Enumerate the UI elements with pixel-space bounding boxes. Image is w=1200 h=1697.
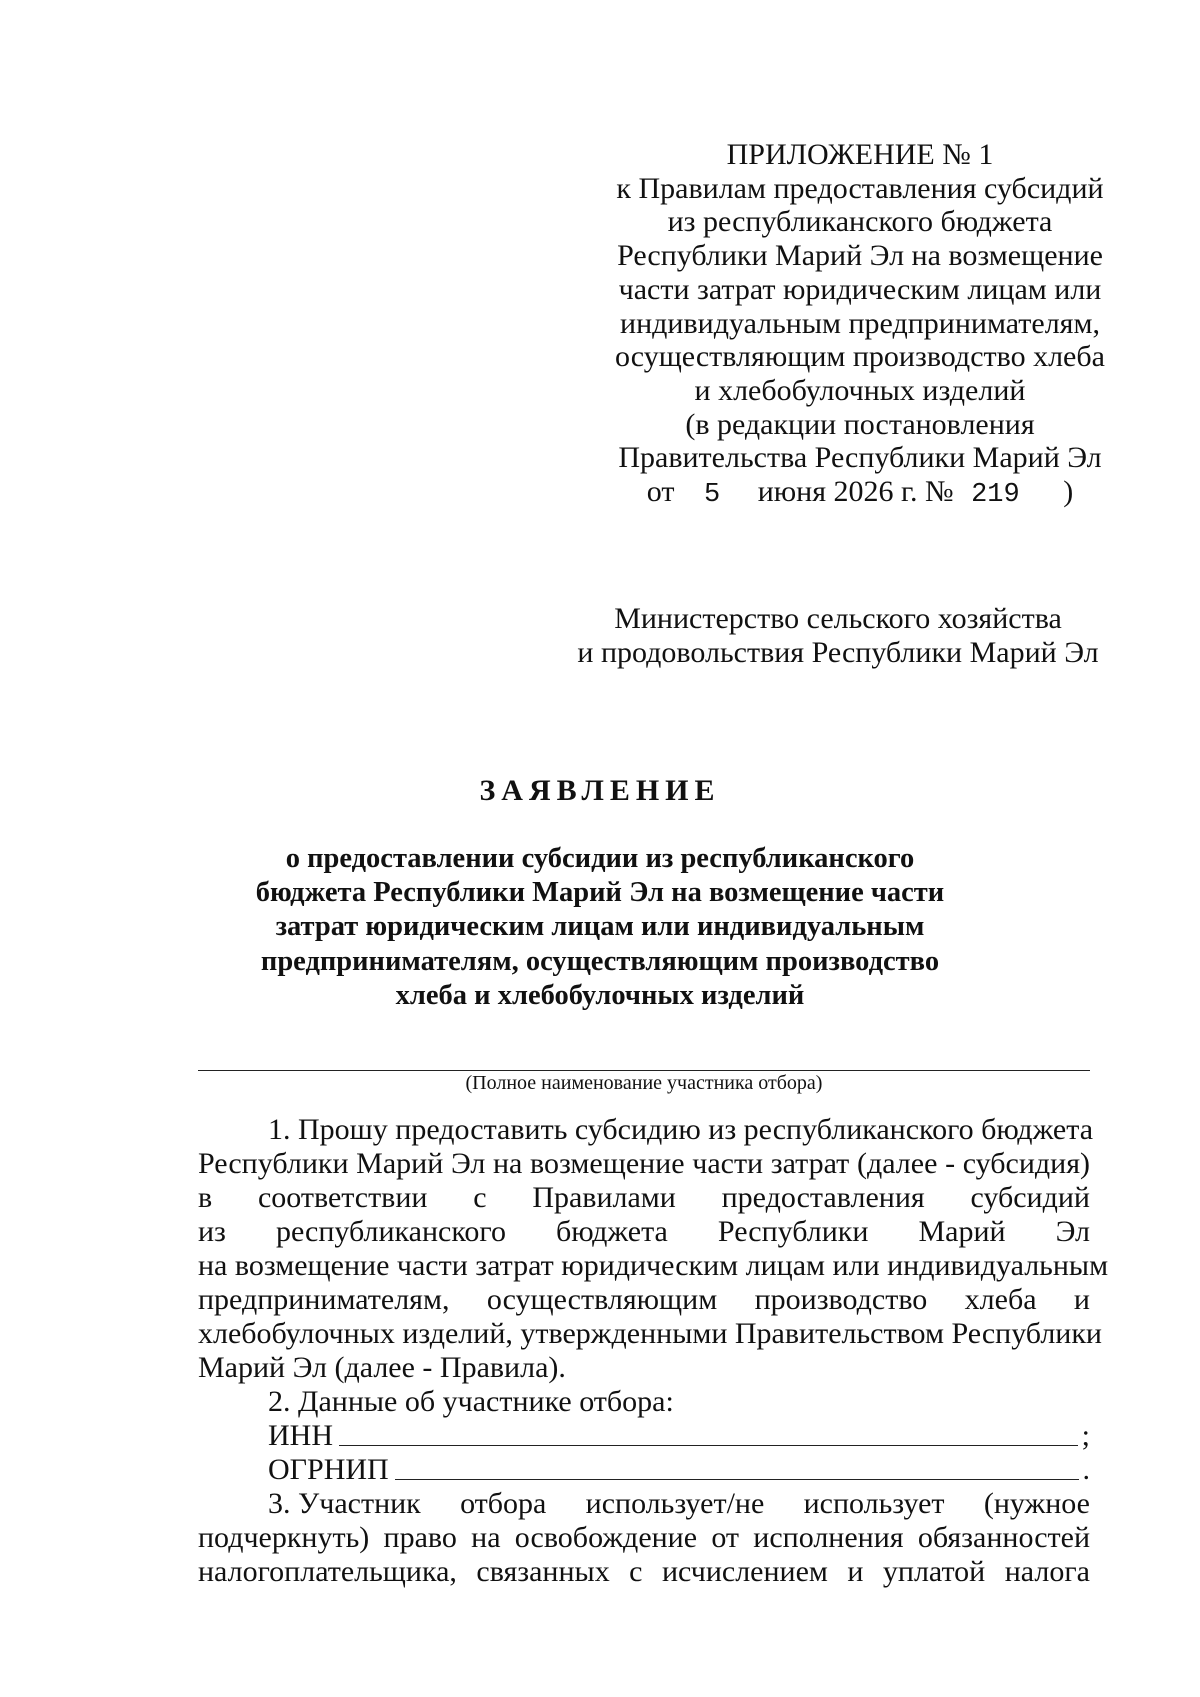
subtitle-line: затрат юридическим лицам или индивидуальным xyxy=(275,911,925,943)
word: бюджета xyxy=(556,1215,668,1248)
addressee-line: Министерство сельского хозяйства xyxy=(614,602,1062,635)
appendix-line: части затрат юридическим лицам или xyxy=(618,272,1102,306)
date-month-year: июня 2026 г. № xyxy=(757,475,954,509)
participant-name-field[interactable] xyxy=(198,1070,1090,1071)
word: осуществляющим xyxy=(486,1283,718,1316)
appendix-line: ПРИЛОЖЕНИЕ № 1 xyxy=(726,138,994,171)
addressee-block xyxy=(568,602,1108,670)
ogrnip-field[interactable] xyxy=(395,1479,1079,1480)
word: предпринимателям, xyxy=(198,1283,450,1316)
resolution-date-line xyxy=(610,475,1110,513)
word: хлеба xyxy=(964,1283,1037,1316)
paragraph-1-line xyxy=(198,1215,1090,1249)
inn-label: ИНН xyxy=(268,1419,333,1452)
application-body xyxy=(198,1113,1109,1589)
word: использует xyxy=(803,1487,945,1520)
appendix-line: осуществляющим производство хлеба xyxy=(615,340,1105,374)
appendix-line: (в редакции постановления xyxy=(685,407,1035,441)
appendix-line: к Правилам предоставления субсидий xyxy=(616,171,1104,205)
word: 3. Участник xyxy=(268,1487,421,1520)
word: использует/не xyxy=(585,1487,765,1520)
paragraph-3-line xyxy=(198,1487,1090,1521)
subtitle-line: предпринимателям, осуществляющим производство xyxy=(260,945,940,977)
appendix-line: и хлебобулочных изделий xyxy=(694,373,1026,407)
inn-row xyxy=(198,1419,1090,1453)
appendix-line: индивидуальным предпринимателям, xyxy=(620,306,1100,340)
participant-name-caption: (Полное наименование участника отбора) xyxy=(465,1072,823,1094)
appendix-line: Республики Марий Эл на возмещение xyxy=(617,239,1103,273)
word: субсидий xyxy=(970,1181,1090,1214)
resolution-number: 219 xyxy=(971,480,1020,511)
document-subtitle xyxy=(0,842,1200,1013)
word: и xyxy=(847,1555,864,1588)
word: Эл xyxy=(1055,1215,1090,1248)
word: отбора xyxy=(460,1487,547,1520)
paragraph-1-line xyxy=(198,1181,1090,1215)
word: налогоплательщика, xyxy=(198,1555,457,1588)
word: Правилами xyxy=(532,1181,676,1214)
subtitle-line: хлеба и хлебобулочных изделий xyxy=(395,979,805,1011)
word: с xyxy=(629,1555,643,1588)
ogrnip-row xyxy=(198,1453,1090,1487)
word: Марий xyxy=(918,1215,1006,1248)
document-title: ЗАЯВЛЕНИЕ xyxy=(479,774,721,807)
subtitle-line: о предоставлении субсидии из республиканского xyxy=(285,843,915,874)
word: в xyxy=(198,1181,213,1214)
inn-end: ; xyxy=(1081,1419,1090,1452)
paragraph-1-line: на возмещение части затрат юридическим лицам или индивидуальным xyxy=(198,1249,1109,1282)
paragraph-1-line: хлебобулочных изделий, утвержденными Правительством Республики xyxy=(198,1317,1102,1350)
paragraph-1-line xyxy=(198,1283,1090,1317)
date-day: 5 xyxy=(704,480,721,511)
appendix-line: Правительства Республики Марий Эл xyxy=(618,441,1102,475)
inn-field[interactable] xyxy=(339,1445,1078,1446)
paragraph-1-line: Марий Эл (далее - Правила). xyxy=(198,1351,566,1384)
subtitle-line: бюджета Республики Марий Эл на возмещение части xyxy=(255,877,945,909)
word: (нужное xyxy=(983,1487,1090,1520)
word: с xyxy=(473,1181,487,1214)
word: уплатой xyxy=(882,1555,986,1588)
word: производство xyxy=(754,1283,928,1316)
word: предоставления xyxy=(721,1181,925,1214)
paragraph-2-heading: 2. Данные об участнике отбора: xyxy=(268,1385,674,1418)
word: налога xyxy=(1004,1555,1090,1588)
ogrnip-label: ОГРНИП xyxy=(268,1453,389,1486)
word: исчислением xyxy=(661,1555,828,1588)
ogrnip-end: . xyxy=(1082,1453,1090,1486)
addressee-line: и продовольствия Республики Марий Эл xyxy=(577,636,1099,669)
appendix-line: из республиканского бюджета xyxy=(667,205,1053,239)
paragraph-1-line: 1. Прошу предоставить субсидию из республиканского бюджета xyxy=(268,1113,1094,1146)
word: из xyxy=(198,1215,226,1248)
word: соответствии xyxy=(257,1181,428,1214)
paragraph-3-line xyxy=(198,1555,1090,1589)
date-prefix: от xyxy=(646,475,675,509)
paragraph-1-line: Республики Марий Эл на возмещение части затрат (далее - субсидия) xyxy=(198,1147,1090,1180)
paragraph-3-line: подчеркнуть) право на освобождение от исполнения обязанностей xyxy=(198,1521,1090,1554)
appendix-header xyxy=(610,138,1110,513)
word: и xyxy=(1073,1283,1090,1316)
word: республиканского xyxy=(275,1215,506,1248)
word: связанных xyxy=(476,1555,610,1588)
date-close: ) xyxy=(1063,475,1074,509)
word: Республики xyxy=(717,1215,869,1248)
